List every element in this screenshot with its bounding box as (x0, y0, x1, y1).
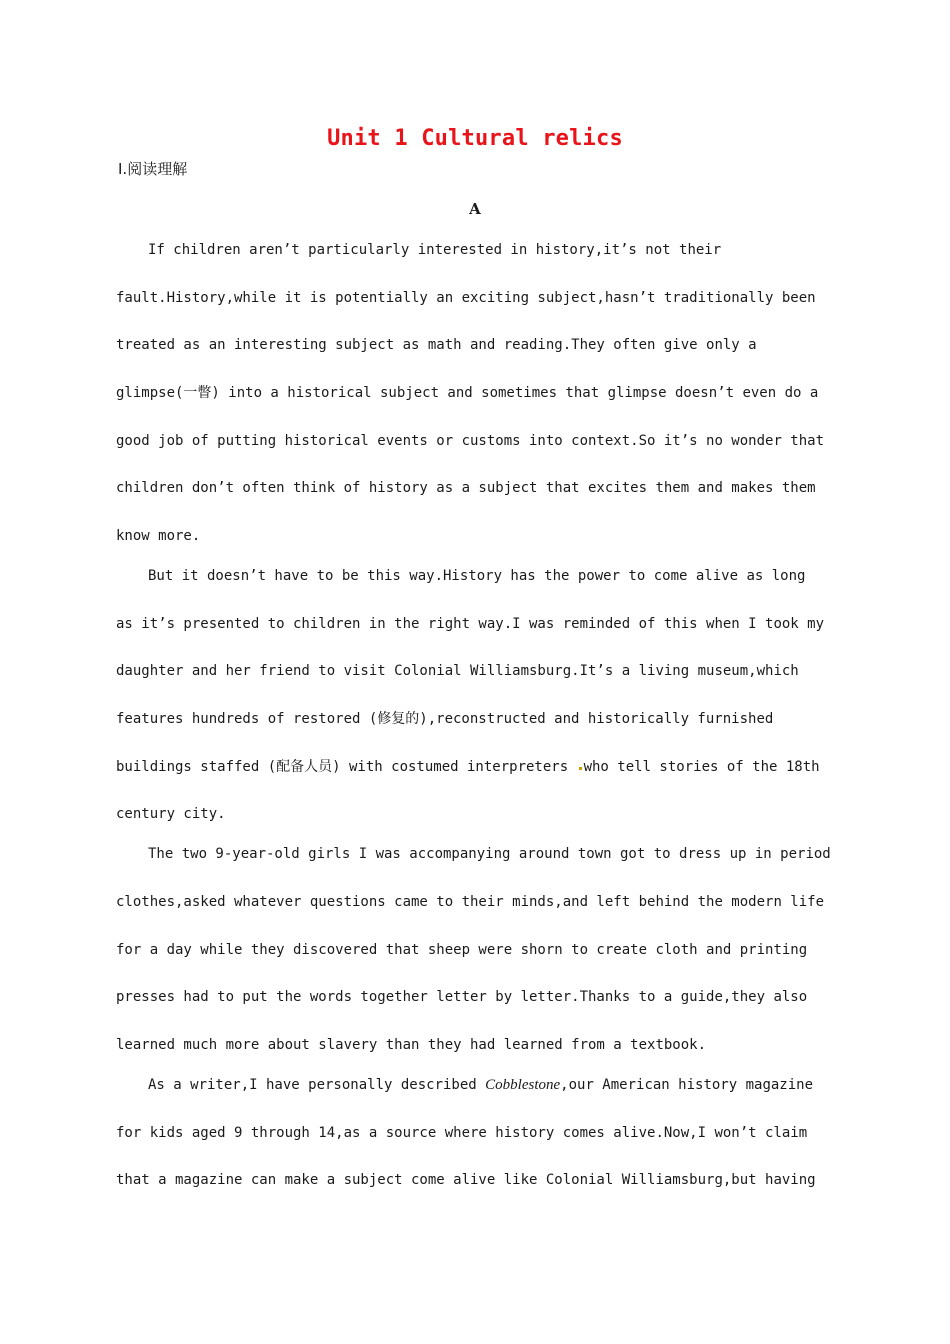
text-line: century city. (116, 806, 226, 823)
text-line: know more. (116, 528, 201, 545)
text-line: But it doesn’t have to be this way.History has the power to come alive as long (148, 568, 806, 585)
text-line: children don’t often think of history as a subject that excites them and makes them (116, 480, 816, 497)
unit-title: Unit 1 Cultural relics (327, 126, 623, 151)
text-segment: As a writer,I have personally described (148, 1076, 486, 1093)
paragraph-1 (116, 227, 832, 561)
text-line: daughter and her friend to visit Colonial Williamsburg.It’s a living museum,which (116, 663, 799, 680)
paragraph-3 (116, 831, 832, 1069)
passage-label: A (469, 200, 481, 218)
text-line: The two 9-year-old girls I was accompanying around town got to dress up in period (148, 846, 831, 863)
paragraph-4 (116, 1062, 832, 1205)
text-line: If children aren’t particularly interested in history,it’s not their (148, 242, 722, 258)
text-line: treated as an interesting subject as math and reading.They often give only a (116, 337, 757, 354)
section-heading: Ⅰ.阅读理解 (118, 160, 188, 178)
text-segment: ,our American history magazine (560, 1076, 814, 1093)
passage-body (116, 227, 832, 1197)
dot-mark (579, 767, 582, 770)
text-segment: who tell stories of the 18th (583, 758, 820, 775)
text-line: features hundreds of restored (修复的),reconstructed and historically furnished (116, 711, 774, 728)
text-line: good job of putting historical events or customs into context.So it’s no wonder that (116, 432, 825, 449)
text-line (116, 1062, 832, 1110)
text-line: presses had to put the words together letter by letter.Thanks to a guide,they also (116, 989, 808, 1006)
text-line: clothes,asked whatever questions came to their minds,and left behind the modern life (116, 894, 825, 911)
text-line: as it’s presented to children in the right way.I was reminded of this when I took my (116, 615, 825, 632)
text-line: learned much more about slavery than they had learned from a textbook. (116, 1037, 707, 1054)
paragraph-2 (116, 553, 832, 839)
text-line: for kids aged 9 through 14,as a source where history comes alive.Now,I won’t claim (116, 1124, 808, 1141)
text-line: that a magazine can make a subject come alive like Colonial Williamsburg,but having (116, 1172, 816, 1189)
text-segment: buildings staffed (配备人员) with costumed interpreters (116, 758, 577, 775)
magazine-title: Cobblestone (485, 1076, 561, 1093)
text-line: for a day while they discovered that sheep were shorn to create cloth and printing (116, 941, 808, 958)
text-line (116, 744, 832, 792)
text-line: glimpse(一瞥) into a historical subject and sometimes that glimpse doesn’t even do a (116, 385, 819, 402)
text-line: fault.History,while it is potentially an exciting subject,hasn’t traditionally been (116, 289, 816, 306)
